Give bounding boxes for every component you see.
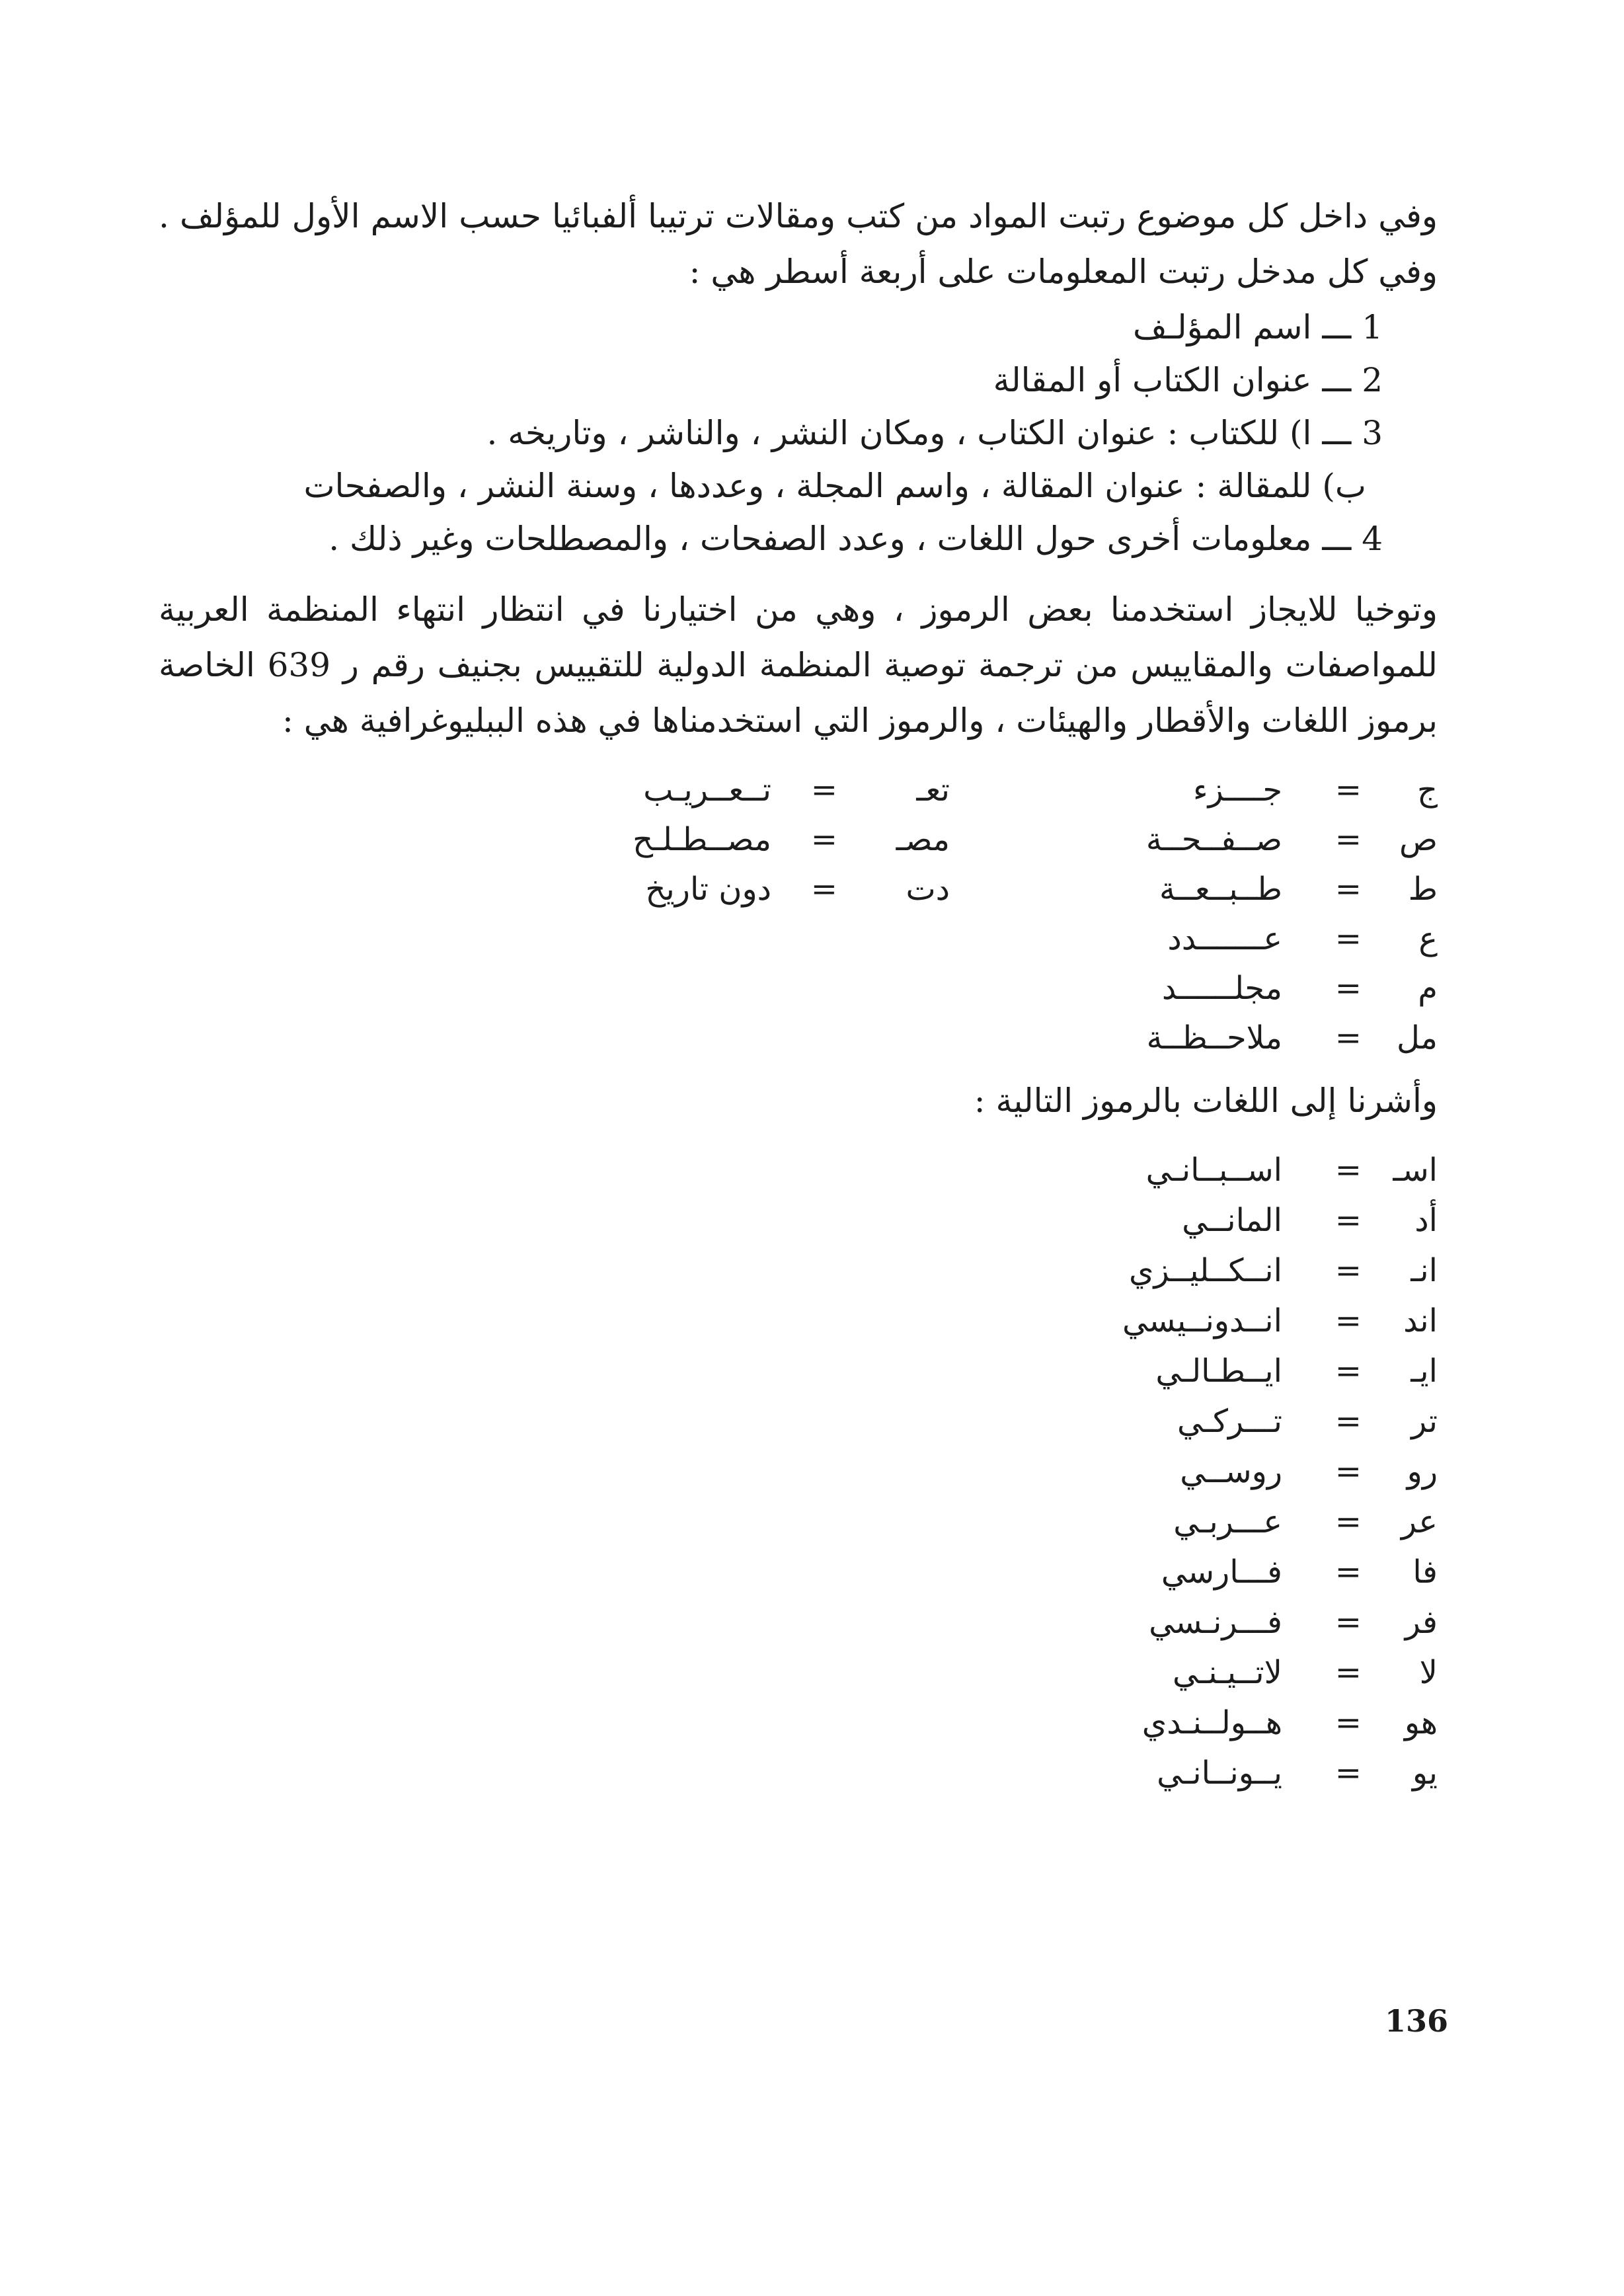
item-dash: ـــ — [1322, 361, 1352, 399]
language-name: انــكــليــزي — [1128, 1252, 1282, 1289]
item-number: 4 — [1362, 520, 1383, 558]
equals-sign: = — [1334, 1019, 1362, 1056]
languages-list — [1041, 1147, 1438, 1808]
language-name: هــولــنـدي — [1141, 1704, 1282, 1741]
abbr-meaning: تــعــريـب — [643, 772, 771, 809]
language-abbr: اند — [1403, 1302, 1438, 1339]
equals-sign: = — [1334, 1152, 1362, 1189]
abbreviations-paragraph: وتوخيا للايجاز استخدمنا بعض الرموز ، وهي من اختيارنا في انتظار انتهاء المنظمة العربية للمواصفات والمقاييس من ترجمة توصية المنظمة الدولية للتقييس بجنيف رقم ر 639 الخاصة برموز اللغات والأقطار والهيئات ، والرموز التي استخدمناها في هذه الببليوغرافية هي : — [159, 590, 1438, 740]
abbr-meaning: ملاحــظــة — [1146, 1019, 1282, 1056]
language-abbr: فا — [1412, 1554, 1438, 1591]
list-item-1 — [1133, 304, 1383, 350]
abbr-meaning: دون تاريخ — [645, 871, 771, 908]
equals-sign: = — [1334, 1302, 1362, 1339]
language-name: المانــي — [1182, 1202, 1282, 1239]
list-item — [553, 866, 950, 912]
list-item — [1041, 866, 1438, 912]
language-abbr: هو — [1404, 1704, 1438, 1741]
abbr-meaning: جــــزء — [1193, 772, 1282, 809]
abbr: مل — [1396, 1019, 1438, 1056]
abbreviations-left-list — [553, 767, 950, 912]
language-name: عـــربـي — [1173, 1503, 1282, 1540]
list-item — [1041, 1649, 1438, 1696]
list-item — [1041, 1499, 1438, 1545]
list-item — [1041, 767, 1438, 813]
list-item — [1041, 1247, 1438, 1294]
language-name: اســبــانـي — [1145, 1152, 1282, 1189]
language-name: تـــركـي — [1177, 1403, 1282, 1440]
abbr: ع — [1418, 920, 1438, 957]
languages-intro: وأشرنا إلى اللغات بالرموز التالية : — [974, 1082, 1438, 1120]
intro-paragraph: وفي داخل كل موضوع رتبت المواد من كتب ومقالات ترتيبا ألفبائيا حسب الاسم الأول للمؤلف . وفي كل مدخل رتبت المعلومات على أربعة أسطر هي : — [159, 197, 1438, 291]
abbr-meaning: مجلــــــد — [1161, 970, 1282, 1007]
equals-sign: = — [1334, 1654, 1362, 1691]
language-abbr: أد — [1414, 1202, 1438, 1239]
equals-sign: = — [1334, 970, 1362, 1007]
equals-sign: = — [1334, 1604, 1362, 1641]
equals-sign: = — [810, 772, 837, 809]
list-item — [553, 767, 950, 813]
list-item — [1041, 1197, 1438, 1244]
abbr: مصـ — [896, 821, 950, 858]
item-text: عنوان الكتاب أو المقالة — [993, 361, 1312, 399]
abbr: م — [1418, 970, 1438, 1007]
language-name: روســي — [1180, 1453, 1282, 1490]
page-number: 136 — [1385, 2003, 1449, 2039]
list-item-3b — [303, 463, 1366, 509]
abbr-meaning: طــبــعــة — [1159, 871, 1282, 908]
abbr-meaning: عـــــــدد — [1167, 920, 1282, 957]
language-name: ايــطـالـي — [1155, 1353, 1282, 1390]
item-text: معلومات أخرى حول اللغات ، وعدد الصفحات ، والمصطلحات وغير ذلك . — [329, 520, 1312, 558]
language-name: يــونــانـي — [1157, 1755, 1282, 1792]
list-item — [1041, 1298, 1438, 1344]
equals-sign: = — [1334, 1503, 1362, 1540]
item-dash: ـــ — [1322, 520, 1352, 558]
abbr: ص — [1399, 821, 1438, 858]
list-item — [1041, 916, 1438, 962]
equals-sign: = — [810, 821, 837, 858]
list-item-3 — [486, 410, 1383, 456]
item-text: ب) للمقالة : عنوان المقالة ، واسم المجلة ، وعددها ، وسنة النشر ، والصفحات — [303, 467, 1366, 505]
abbr-meaning: مصــطـلـح — [633, 821, 771, 858]
item-text: ا) للكتاب : عنوان الكتاب ، ومكان النشر ، والناشر ، وتاريخه . — [486, 414, 1312, 452]
language-name: فـــرنـسي — [1149, 1604, 1282, 1641]
equals-sign: = — [810, 871, 837, 908]
equals-sign: = — [1334, 1202, 1362, 1239]
equals-sign: = — [1334, 1353, 1362, 1390]
language-abbr: يو — [1412, 1755, 1438, 1792]
equals-sign: = — [1334, 1403, 1362, 1440]
list-item — [1041, 1147, 1438, 1193]
abbr-meaning: صــفــحــة — [1145, 821, 1282, 858]
list-item — [1041, 1015, 1438, 1061]
language-abbr: لا — [1419, 1654, 1438, 1691]
language-name: فـــارسي — [1161, 1554, 1282, 1591]
equals-sign: = — [1334, 1704, 1362, 1741]
list-item — [1041, 1398, 1438, 1445]
language-abbr: فر — [1405, 1604, 1438, 1641]
list-item-4 — [329, 516, 1383, 562]
language-abbr: اسـ — [1393, 1152, 1438, 1189]
abbr: تعـ — [916, 772, 950, 809]
list-item — [1041, 1549, 1438, 1595]
list-item-2 — [993, 357, 1383, 403]
language-abbr: ايـ — [1411, 1353, 1438, 1390]
abbr: دت — [906, 871, 950, 908]
list-item — [1041, 816, 1438, 863]
abbreviations-right-list — [1041, 767, 1438, 1058]
item-number: 1 — [1362, 308, 1383, 346]
list-item — [553, 816, 950, 863]
language-abbr: انـ — [1411, 1252, 1438, 1289]
language-abbr: عر — [1401, 1503, 1438, 1540]
equals-sign: = — [1334, 1453, 1362, 1490]
equals-sign: = — [1334, 1554, 1362, 1591]
list-item — [1041, 965, 1438, 1011]
language-abbr: رو — [1407, 1453, 1438, 1490]
list-item — [1041, 1750, 1438, 1796]
equals-sign: = — [1334, 1252, 1362, 1289]
list-item — [1041, 1599, 1438, 1645]
language-abbr: تر — [1411, 1403, 1438, 1440]
list-item — [1041, 1348, 1438, 1394]
equals-sign: = — [1334, 821, 1362, 858]
item-number: 2 — [1362, 361, 1383, 399]
abbr: ج — [1417, 772, 1438, 809]
list-item — [1041, 1448, 1438, 1495]
equals-sign: = — [1334, 772, 1362, 809]
item-text: اسم المؤلـف — [1132, 308, 1312, 346]
equals-sign: = — [1334, 1755, 1362, 1792]
language-name: لاتــيـنـي — [1173, 1654, 1282, 1691]
language-name: انــدونــيسي — [1122, 1302, 1282, 1339]
item-dash: ـــ — [1322, 308, 1352, 346]
item-number: 3 — [1362, 414, 1383, 452]
item-dash: ـــ — [1322, 414, 1352, 452]
list-item — [1041, 1700, 1438, 1746]
abbr: ط — [1408, 871, 1438, 908]
equals-sign: = — [1334, 871, 1362, 908]
equals-sign: = — [1334, 920, 1362, 957]
